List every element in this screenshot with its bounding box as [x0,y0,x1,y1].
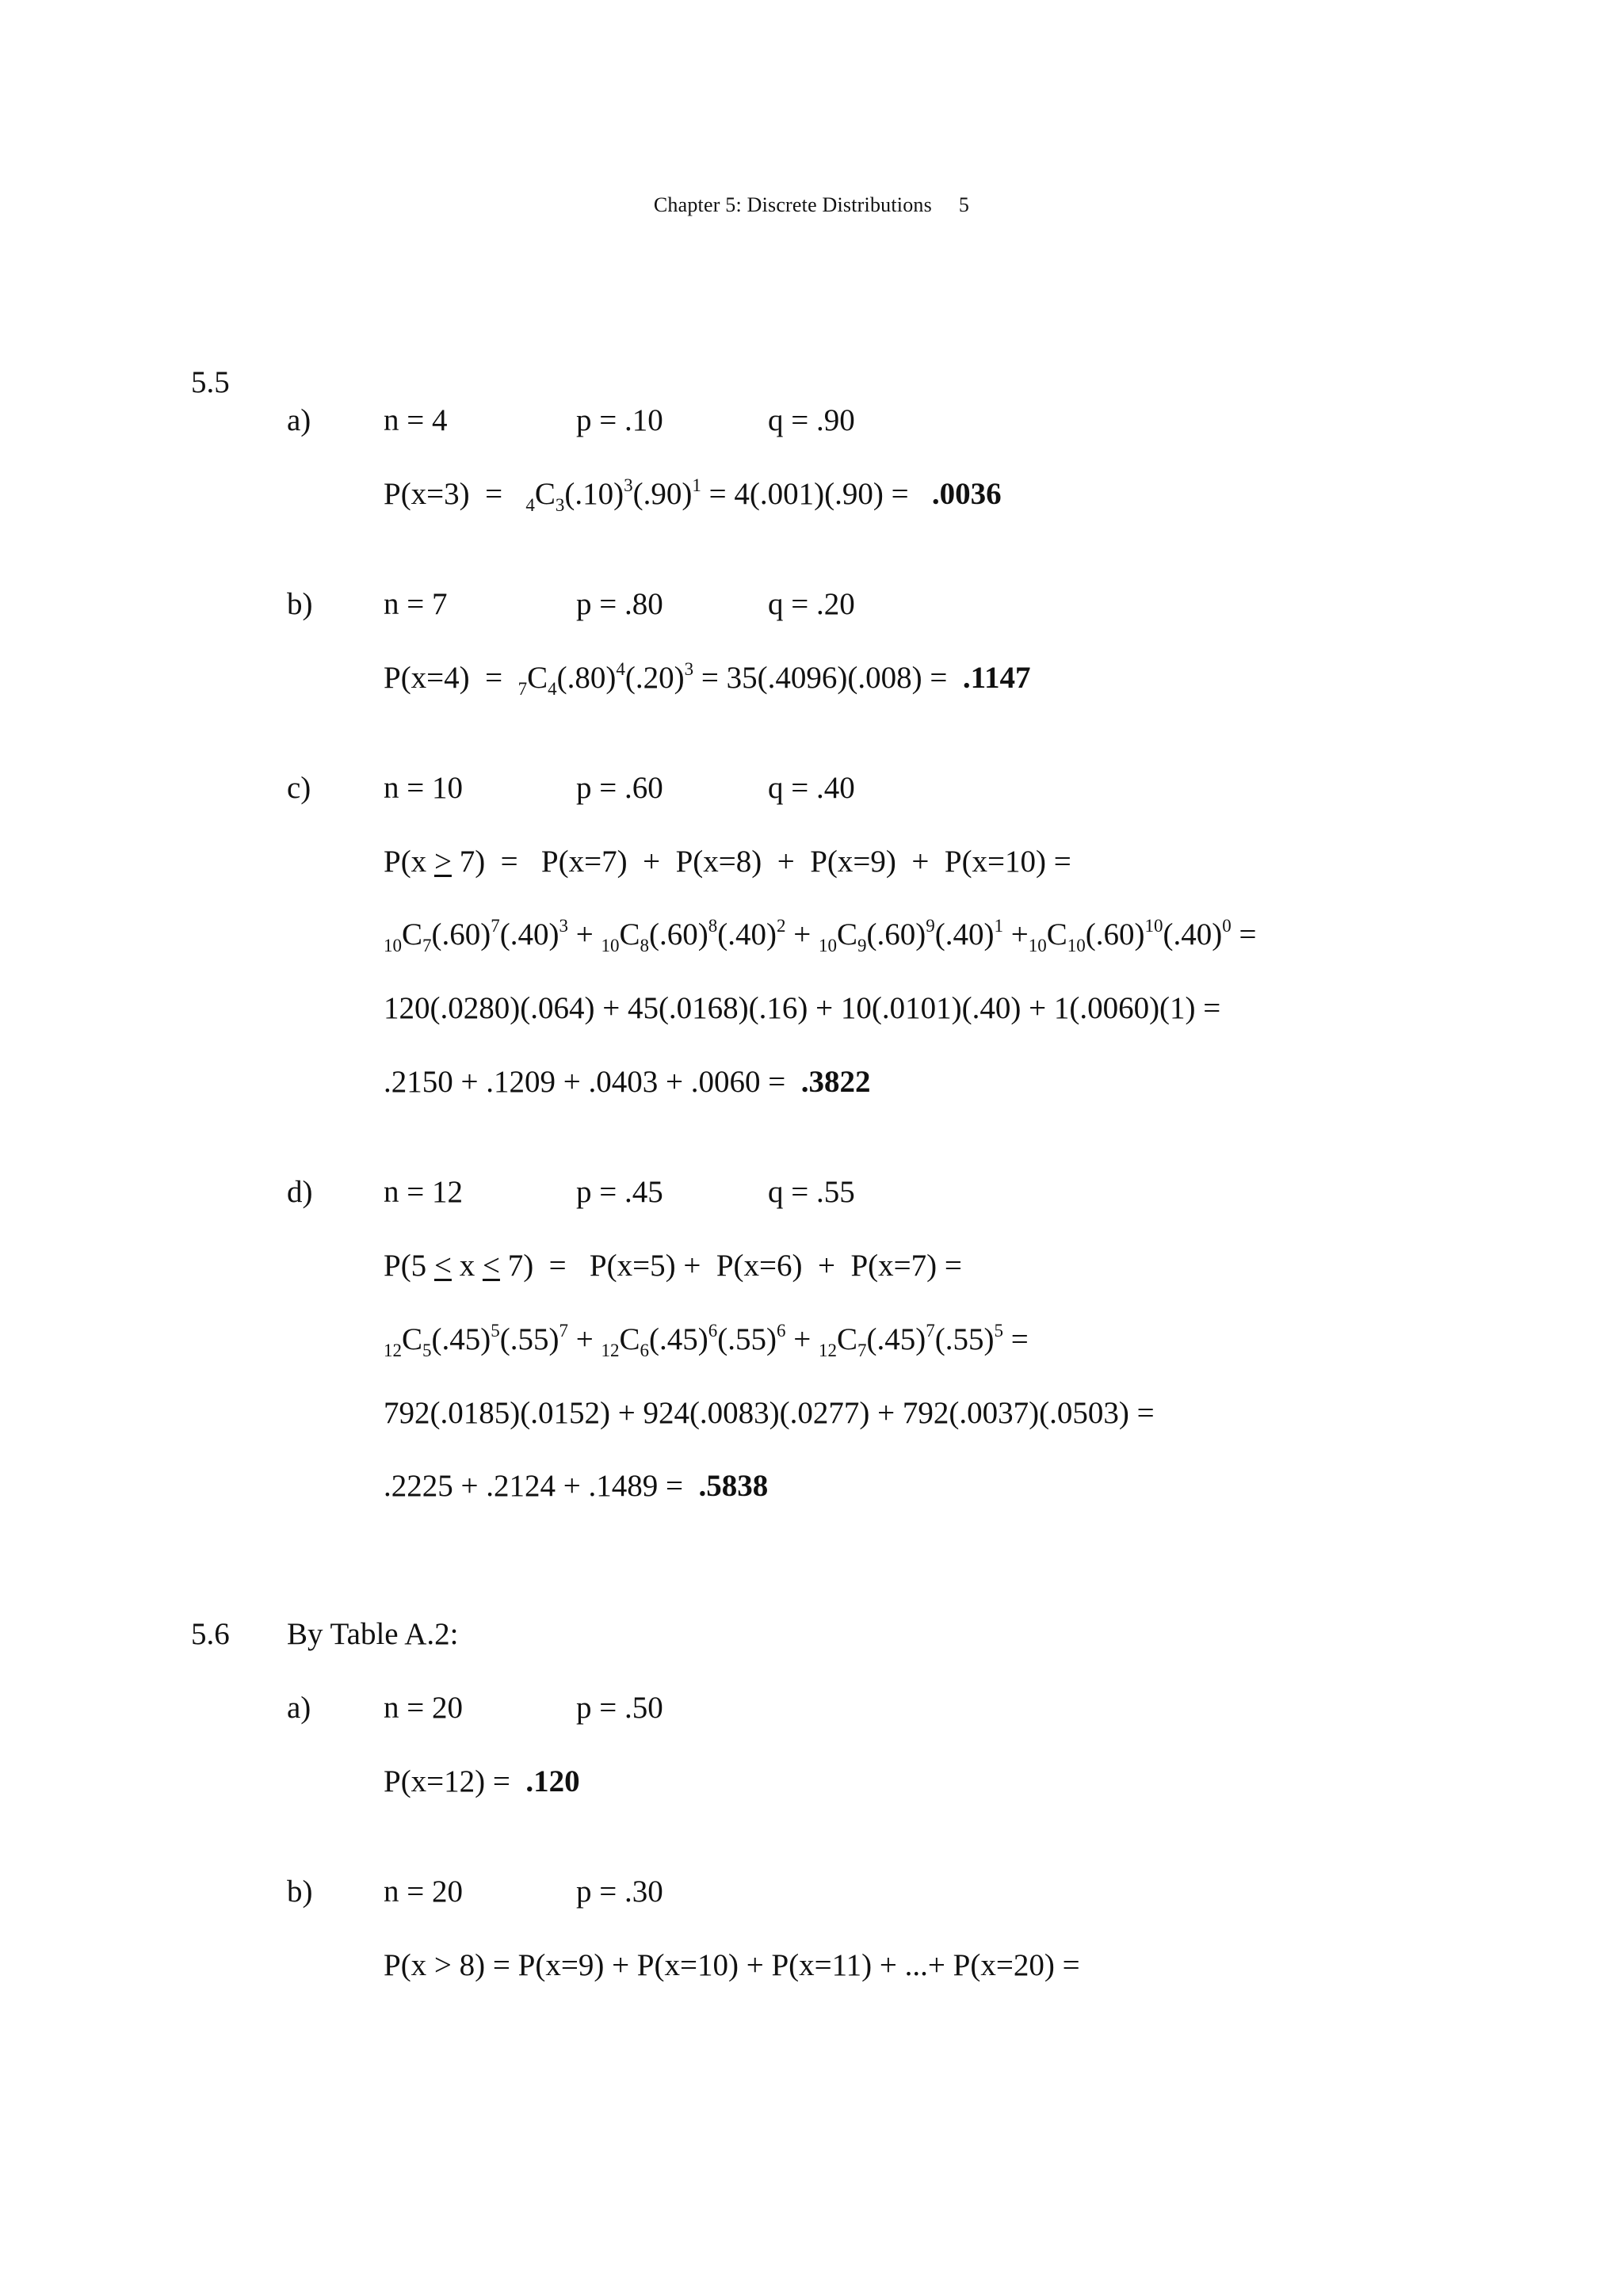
param-n: n = 4 [384,403,448,437]
equation-5-5-a: $P(x=3) = _4C_3(.10)^3(.90)^1 = 4(.001)(.90) = .0036$ [384,475,1002,515]
param-q: q = .40 [768,771,855,805]
param-n: n = 20 [384,1875,463,1909]
param-n: n = 20 [384,1691,463,1725]
result-5-5-d: .5838 [698,1469,769,1503]
equation-5-5-c-line3: 120(.0280)(.064) + 45(.0168)(.16) + 10(.0101)(.40) + 1(.0060)(1) = [384,991,1221,1025]
result-5-5-c: .3822 [800,1065,871,1099]
equation-5-5-c-line2: $_{10}C_7(.60)^7(.40)^3 + _{10}C_8(.60)^8(.40)^2 + _{10}C_9(.60)^9(.40)^1 +_{10}C_{10}(.60)^{10}(.40)^0$ = [384,916,1257,955]
equation-5-5-d-line2: $_{12}C_5(.45)^5(.55)^7 + _{12}C_6(.45)^6(.55)^6 + _{12}C_7(.45)^7(.55)^5$ = [384,1321,1029,1360]
param-q: q = .55 [768,1175,855,1209]
part-label-d: d) [287,1175,313,1209]
equation-5-5-d-line4 [384,1468,768,1505]
part-label-a: a) [287,1691,311,1725]
part-label-b: b) [287,587,313,621]
param-p: p = .30 [576,1875,663,1909]
sum-terms: .2150 + .1209 + .0403 + .0060 = [384,1065,793,1099]
problem-number-5-5: 5.5 [191,365,230,399]
equation-5-5-d-line1: P(5 < x < 7) = P(x=5) + P(x=6) + P(x=7) = [384,1249,962,1283]
equation-5-6-b: P(x > 8) = P(x=9) + P(x=10) + P(x=11) + ...+ P(x=20) = [384,1948,1080,1982]
sum-terms: .2225 + .2124 + .1489 = [384,1469,691,1503]
param-q: q = .90 [768,403,855,437]
page-header [0,193,1623,217]
part-label-a: a) [287,403,311,437]
equation-5-6-a [384,1764,580,1800]
param-p: p = .80 [576,587,663,621]
result-5-5-a: .0036 [931,477,1002,511]
equation-lhs: P(x=12) = [384,1764,518,1798]
part-label-c: c) [287,771,311,805]
param-p: p = .50 [576,1691,663,1725]
result-5-5-b: .1147 [962,661,1031,695]
param-n: n = 12 [384,1175,463,1209]
param-p: p = .45 [576,1175,663,1209]
equation-5-5-b: $P(x=4) = _7C_4(.80)^4(.20)^3 = 35(.4096)(.008) = .1147$ [384,659,1031,699]
param-n: n = 10 [384,771,463,805]
param-q: q = .20 [768,587,855,621]
part-label-b: b) [287,1875,313,1909]
equation-5-5-c-line1: P(x > 7) = P(x=7) + P(x=8) + P(x=9) + P(x=10) = [384,845,1071,879]
equation-5-5-c-line4 [384,1064,870,1100]
param-p: p = .10 [576,403,663,437]
result-5-6-a: .120 [525,1764,580,1798]
header-page-number: 5 [958,193,970,216]
param-p: p = .60 [576,771,663,805]
param-n: n = 7 [384,587,448,621]
problem-number-5-6: 5.6 [191,1617,230,1651]
header-title: Chapter 5: Discrete Distributions [653,193,932,216]
problem-5-6-intro: By Table A.2: [287,1617,459,1651]
equation-5-5-d-line3: 792(.0185)(.0152) + 924(.0083)(.0277) + 792(.0037)(.0503) = [384,1396,1155,1430]
